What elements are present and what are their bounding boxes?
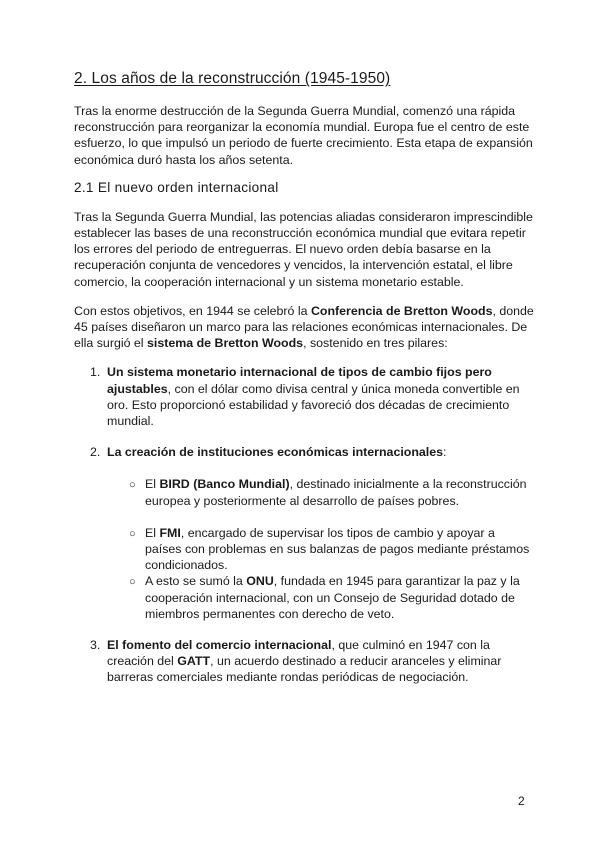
item-text: , con el dólar como divisa central y única moneda convertible en oro. Esto proporcionó estabilidad y favoreció dos décadas de crecimiento mundial. [107,381,520,429]
paragraph-text: Con estos objetivos, en 1944 se celebró la [74,303,311,318]
circle-bullet-icon: ○ [129,527,136,540]
bold-term: Conferencia de Bretton Woods [310,303,493,318]
list-number: 3. [90,638,101,653]
list-item [74,364,534,429]
list-item [74,444,534,622]
item-text: : [443,445,447,460]
circle-bullet-icon: ○ [129,576,136,589]
list-number: 2. [90,445,101,460]
item-text: , encargado de supervisar los tipos de cambio y apoyar a países con problemas en sus balanzas de pagos mediante préstamos condicionados. [145,525,530,573]
bold-term: Un sistema monetario internacional de tipos de cambio fijos pero ajustables [107,365,492,396]
paragraph-text: , donde 45 países diseñaron un marco para las relaciones económicas internacionales. De ella surgió el [74,303,534,351]
context-paragraph: Tras la Segunda Guerra Mundial, las potencias aliadas consideraron imprescindible establecer las bases de una reconstrucción económica mundial que evitara repetir los errores del periodo de entreguerras. El nuevo orden debía basarse en la recuperación conjunta de vencedores y vencidos, la intervención estatal, el libre comercio, la cooperación internacional y un sistema monetario estable. [74,209,533,289]
sublist-item [107,525,534,574]
bold-term: sistema de Bretton Woods [147,336,304,351]
paragraph-text: , sostenido en tres pilares: [303,336,448,351]
subsection-title: 2.1 El nuevo orden internacional [74,179,279,195]
document-page [74,70,534,686]
bold-term: BIRD (Banco Mundial) [159,477,290,492]
bold-term: El fomento del comercio internacional [107,638,332,653]
page-number: 2 [518,794,525,808]
institutions-sublist [107,476,534,622]
circle-bullet-icon: ○ [129,479,136,492]
sublist-item [107,573,534,622]
item-text: El [145,477,160,492]
item-text: El [145,525,160,540]
item-text: , destinado inicialmente a la reconstrucción europea y posteriormente al desarrollo de países pobres. [145,477,527,508]
item-text: , un acuerdo destinado a reducir aranceles y eliminar barreras comerciales mediante rondas periódicas de negociación. [107,654,502,685]
list-item [74,637,534,686]
intro-paragraph: Tras la enorme destrucción de la Segunda Guerra Mundial, comenzó una rápida reconstrucción para reorganizar la economía mundial. Europa fue el centro de este esfuerzo, lo que impulsó un periodo de fuerte crecimiento. Esta etapa de expansión económica duró hasta los años setenta. [74,104,533,167]
bold-term: GATT [177,654,211,669]
list-number: 1. [90,365,101,380]
bold-term: La creación de instituciones económicas internacionales [107,445,444,460]
pillars-list [74,364,534,685]
bold-term: ONU [246,574,274,589]
item-text: A esto se sumó la [145,574,247,589]
item-text: , fundada en 1945 para garantizar la paz y la cooperación internacional, con un Consejo de Seguridad dotado de miembros permanentes con derecho de veto. [145,574,520,621]
bold-term: FMI [159,525,181,540]
section-title: 2. Los años de la reconstrucción (1945-1950) [74,70,391,87]
bretton-woods-paragraph [74,303,534,352]
sublist-item [107,476,534,508]
item-text: , que culminó en 1947 con la creación del [107,638,490,669]
